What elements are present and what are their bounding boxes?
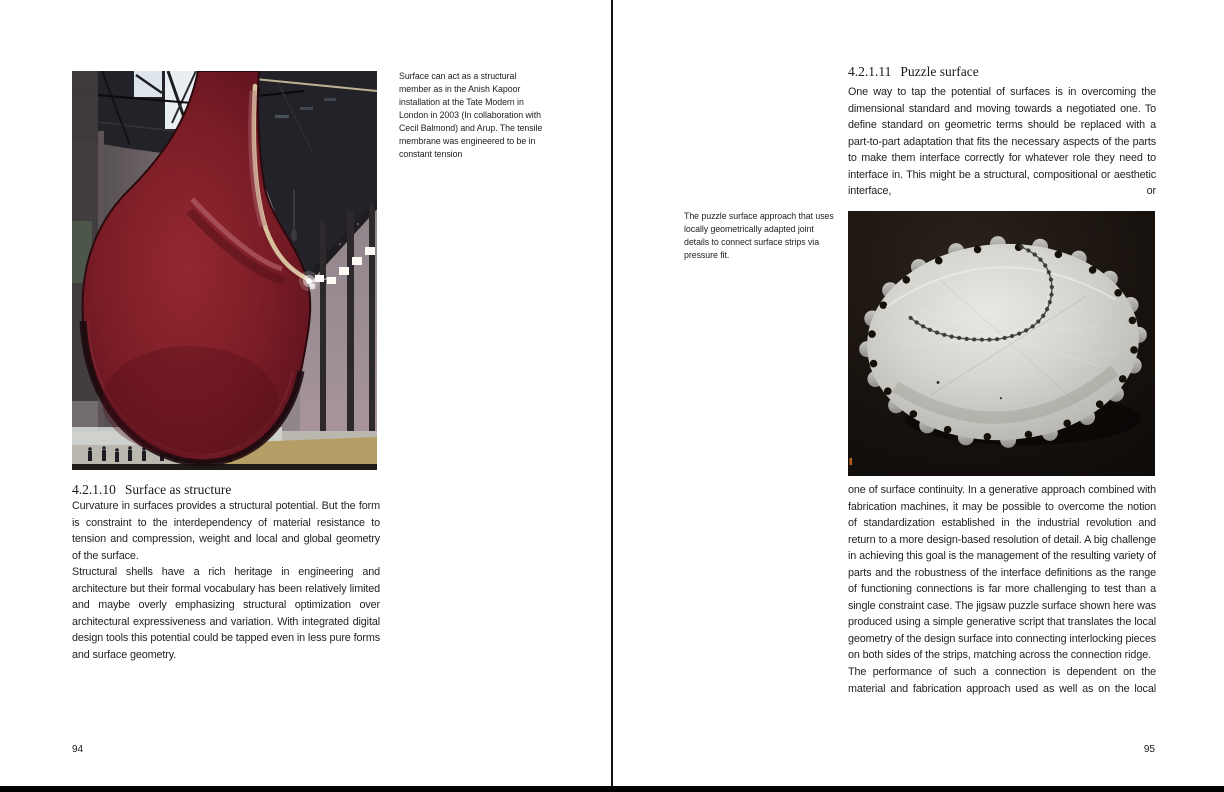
puzzle-photo-svg [848, 211, 1155, 476]
kapoor-installation-photo [72, 71, 377, 470]
caption-line: details to connect surface strips via [684, 237, 820, 247]
caption-line: installation at the Tate Modern in [399, 97, 524, 107]
caption-line: constant tension [399, 149, 463, 159]
body-paragraph: One way to tap the potential of surfaces is in overcoming the dimensional standard and moving towards a negotiated one. To define standard on geometric terms should be replaced with a part-to-part adaptation that fits the necessary aspects of the parts to make them interface correctly for whatever role they need to interface in. This might be a structural, compositional or aesthetic interface, or [848, 86, 1156, 198]
body-paragraph: Structural shells have a rich heritage in engineering and architecture but their formal vocabulary has been relatively limited and maybe overly emphasizing structural optimization over architectural expressiveness and variation. With integrated digital design tools this potential could be tapped even in less pure forms and surface geometry. [72, 566, 380, 661]
body-text-right-top [848, 84, 1156, 200]
spine-divider [611, 0, 613, 787]
caption-line: Cecil Balmond) and Arup. The tensile [399, 123, 543, 133]
puzzle-surface-photo [848, 211, 1155, 476]
caption-line: pressure fit. [684, 250, 730, 260]
caption-line: locally geometrically adapted joint [684, 224, 814, 234]
section-title: Puzzle surface [900, 64, 979, 79]
body-text-right-bottom [848, 482, 1156, 697]
caption-line: The puzzle surface approach that uses [684, 211, 834, 221]
caption-line: London in 2003 (In collaboration with [399, 110, 541, 120]
body-paragraph: one of surface continuity. In a generative approach combined with fabrication machines, it may be possible to overcome the notion of standardization established in the industrial revolution and return to a more design-based resolution of detail. A big challenge in achieving this goal is the management of the resulting variety of parts and the robustness of the interface definitions as the range of functioning connections is far more challenging to test than a single constraint case. The jigsaw puzzle surface shown here was produced using a simple generative script that translates the local geometry of the design surface into connecting interlocking pieces on both sides of the strips, matching across the connection ridge. [848, 484, 1156, 662]
section-number: 4.2.1.11 [848, 64, 892, 79]
puzzle-photo-caption [684, 210, 834, 262]
kapoor-photo-caption [399, 70, 551, 161]
section-heading-right [848, 64, 979, 80]
body-text-left [72, 498, 380, 663]
caption-line: member as in the Anish Kapoor [399, 84, 521, 94]
caption-line: Surface can act as a structural [399, 71, 517, 81]
page-number-right: 95 [1143, 744, 1155, 755]
section-heading-left [72, 482, 231, 498]
caption-line: membrane was engineered to be in [399, 136, 536, 146]
photo-corner-mark [850, 458, 853, 465]
kapoor-photo-svg [72, 71, 377, 470]
bottom-rule [0, 786, 1224, 792]
section-number: 4.2.1.10 [72, 482, 116, 497]
page-number-left: 94 [72, 744, 84, 755]
section-title: Surface as structure [124, 482, 232, 497]
body-paragraph: Curvature in surfaces provides a structural potential. But the form is constraint to the interdependency of material resistance to tension and compression, weight and local and global geometry of the surface. [72, 500, 380, 562]
body-paragraph: The performance of such a connection is dependent on the material and fabrication approach used as well as on the local [848, 666, 1156, 695]
